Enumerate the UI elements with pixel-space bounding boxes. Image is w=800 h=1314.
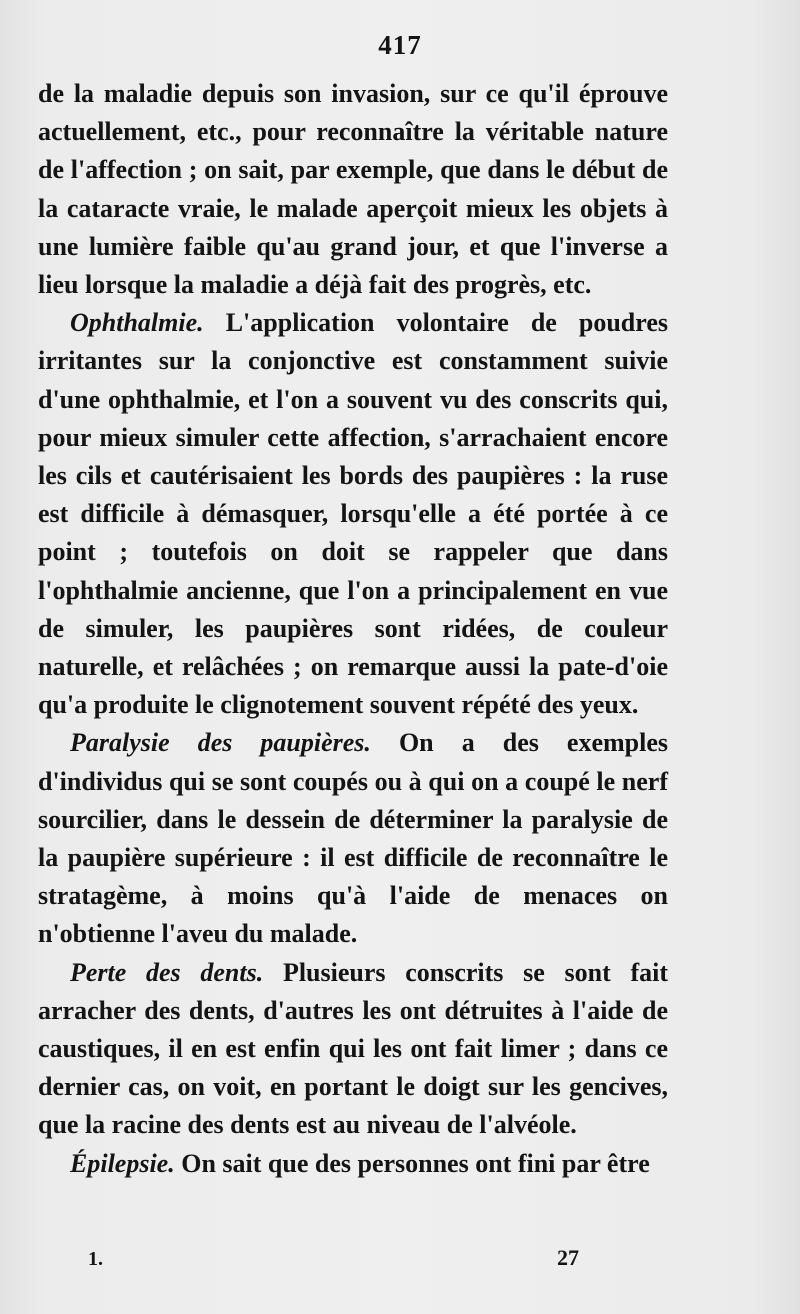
paragraph-text: L'application volontaire de poudres irritantes sur la conjonctive est constamment suivie d'une ophthalmie, et l'on a souvent vu des conscrits qui, pour mieux simuler cette affection, s'arrachaient encore les cils et cautérisaient les bords des paupières : la ruse est difficile à démasquer, lorsqu'elle a été portée à ce point ; toutefois on doit se rappeler que dans l'ophthalmie ancienne, que l'on a principalement en vue de simuler, les paupières sont ridées, de couleur naturelle, et relâchées ; on remarque aussi la pate-d'oie qu'a produite le clignotement souvent répété des yeux. [38, 308, 668, 720]
signature-mark: 1. [88, 1248, 103, 1270]
paragraph-text: On sait que des personnes ont fini par être [174, 1148, 650, 1178]
paragraph-text: Plusieurs conscrits se sont fait arracher des dents, d'autres les ont détruites à l'aide de caustiques, il en est enfin qui les ont fait limer ; dans ce dernier cas, on voit, en portant le doigt sur les gencives, que la racine des dents est au niveau de l'alvéole. [38, 957, 668, 1140]
paragraph-label: Perte des dents. [70, 957, 264, 987]
page-number: 417 [378, 30, 422, 60]
paragraph-label: Épilepsie. [70, 1148, 175, 1178]
paragraph-epilepsie [38, 1145, 668, 1183]
paragraph-label: Ophthalmie. [70, 308, 204, 338]
sheet-number: 27 [557, 1245, 579, 1270]
paragraph-text: On a des exemples d'individus qui se sont coupés ou à qui on a coupé le nerf sourcilier, dans le dessein de déterminer la paralysie de la paupière supérieure : il est difficile de reconnaître le stratagème, à moins qu'à l'aide de menaces on n'obtienne l'aveu du malade. [38, 728, 668, 949]
paragraph-paralysie [38, 724, 668, 953]
paragraph-ophthalmie [38, 304, 668, 724]
paragraph-label: Paralysie des paupières. [70, 728, 371, 758]
body-text [38, 75, 668, 1183]
paragraph-continuation [38, 75, 668, 304]
paragraph-perte-des-dents [38, 954, 668, 1145]
paragraph-text: de la maladie depuis son invasion, sur ce qu'il éprouve actuellement, etc., pour reconnaître la véritable nature de l'affection ; on sait, par exemple, que dans le début de la cataracte vraie, le malade aperçoit mieux les objets à une lumière faible qu'au grand jour, et que l'inverse a lieu lorsque la maladie a déjà fait des progrès, etc. [38, 79, 668, 300]
